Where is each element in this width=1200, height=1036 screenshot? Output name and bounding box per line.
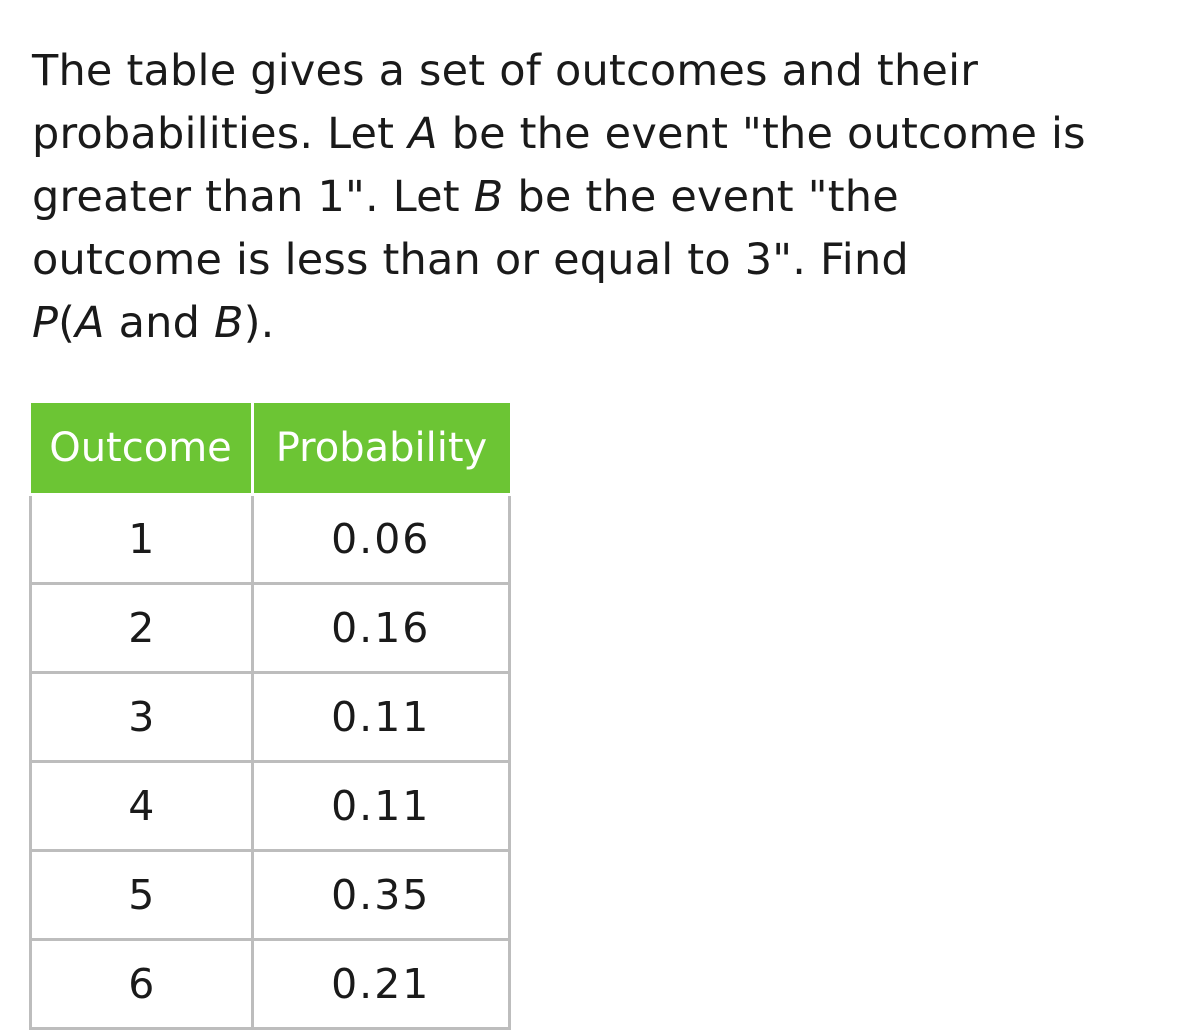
problem-line [32, 292, 1182, 355]
table-header-row [31, 403, 510, 495]
problem-text: ( [58, 298, 76, 348]
problem-line [32, 166, 1182, 229]
column-header-outcome: Outcome [31, 403, 253, 495]
problem-text: and [104, 298, 214, 348]
problem-text: The table gives a set of outcomes and their [32, 46, 979, 96]
outcome-cell: 4 [31, 762, 253, 851]
problem-text: outcome is less than or equal to 3". Find [32, 235, 909, 285]
table-row [31, 851, 510, 940]
math-variable: A [408, 109, 438, 159]
math-variable: B [214, 298, 244, 348]
table-row [31, 495, 510, 584]
math-variable: P [32, 298, 59, 348]
probability-cell: 0.21 [252, 940, 510, 1029]
outcome-cell: 1 [31, 495, 253, 584]
math-variable: B [473, 172, 504, 222]
math-variable: A [75, 298, 105, 348]
column-header-probability: Probability [252, 403, 510, 495]
outcome-cell: 5 [31, 851, 253, 940]
outcome-cell: 2 [31, 584, 253, 673]
table-row [31, 584, 510, 673]
table-row [31, 673, 510, 762]
problem-text: greater than 1". Let [32, 172, 474, 222]
outcome-cell: 6 [31, 940, 253, 1029]
problem-statement [32, 40, 1182, 355]
probability-table [29, 403, 511, 1030]
outcome-cell: 3 [31, 673, 253, 762]
probability-cell: 0.11 [252, 762, 510, 851]
table-row [31, 940, 510, 1029]
probability-cell: 0.06 [252, 495, 510, 584]
problem-text: probabilities. Let [32, 109, 409, 159]
table-row [31, 762, 510, 851]
problem-text: be the event "the [503, 172, 899, 222]
probability-cell: 0.16 [252, 584, 510, 673]
problem-text: ). [243, 298, 275, 348]
problem-text: be the event "the outcome is [437, 109, 1086, 159]
probability-cell: 0.35 [252, 851, 510, 940]
problem-line [32, 40, 1182, 103]
problem-line [32, 103, 1182, 166]
problem-line [32, 229, 1182, 292]
probability-cell: 0.11 [252, 673, 510, 762]
